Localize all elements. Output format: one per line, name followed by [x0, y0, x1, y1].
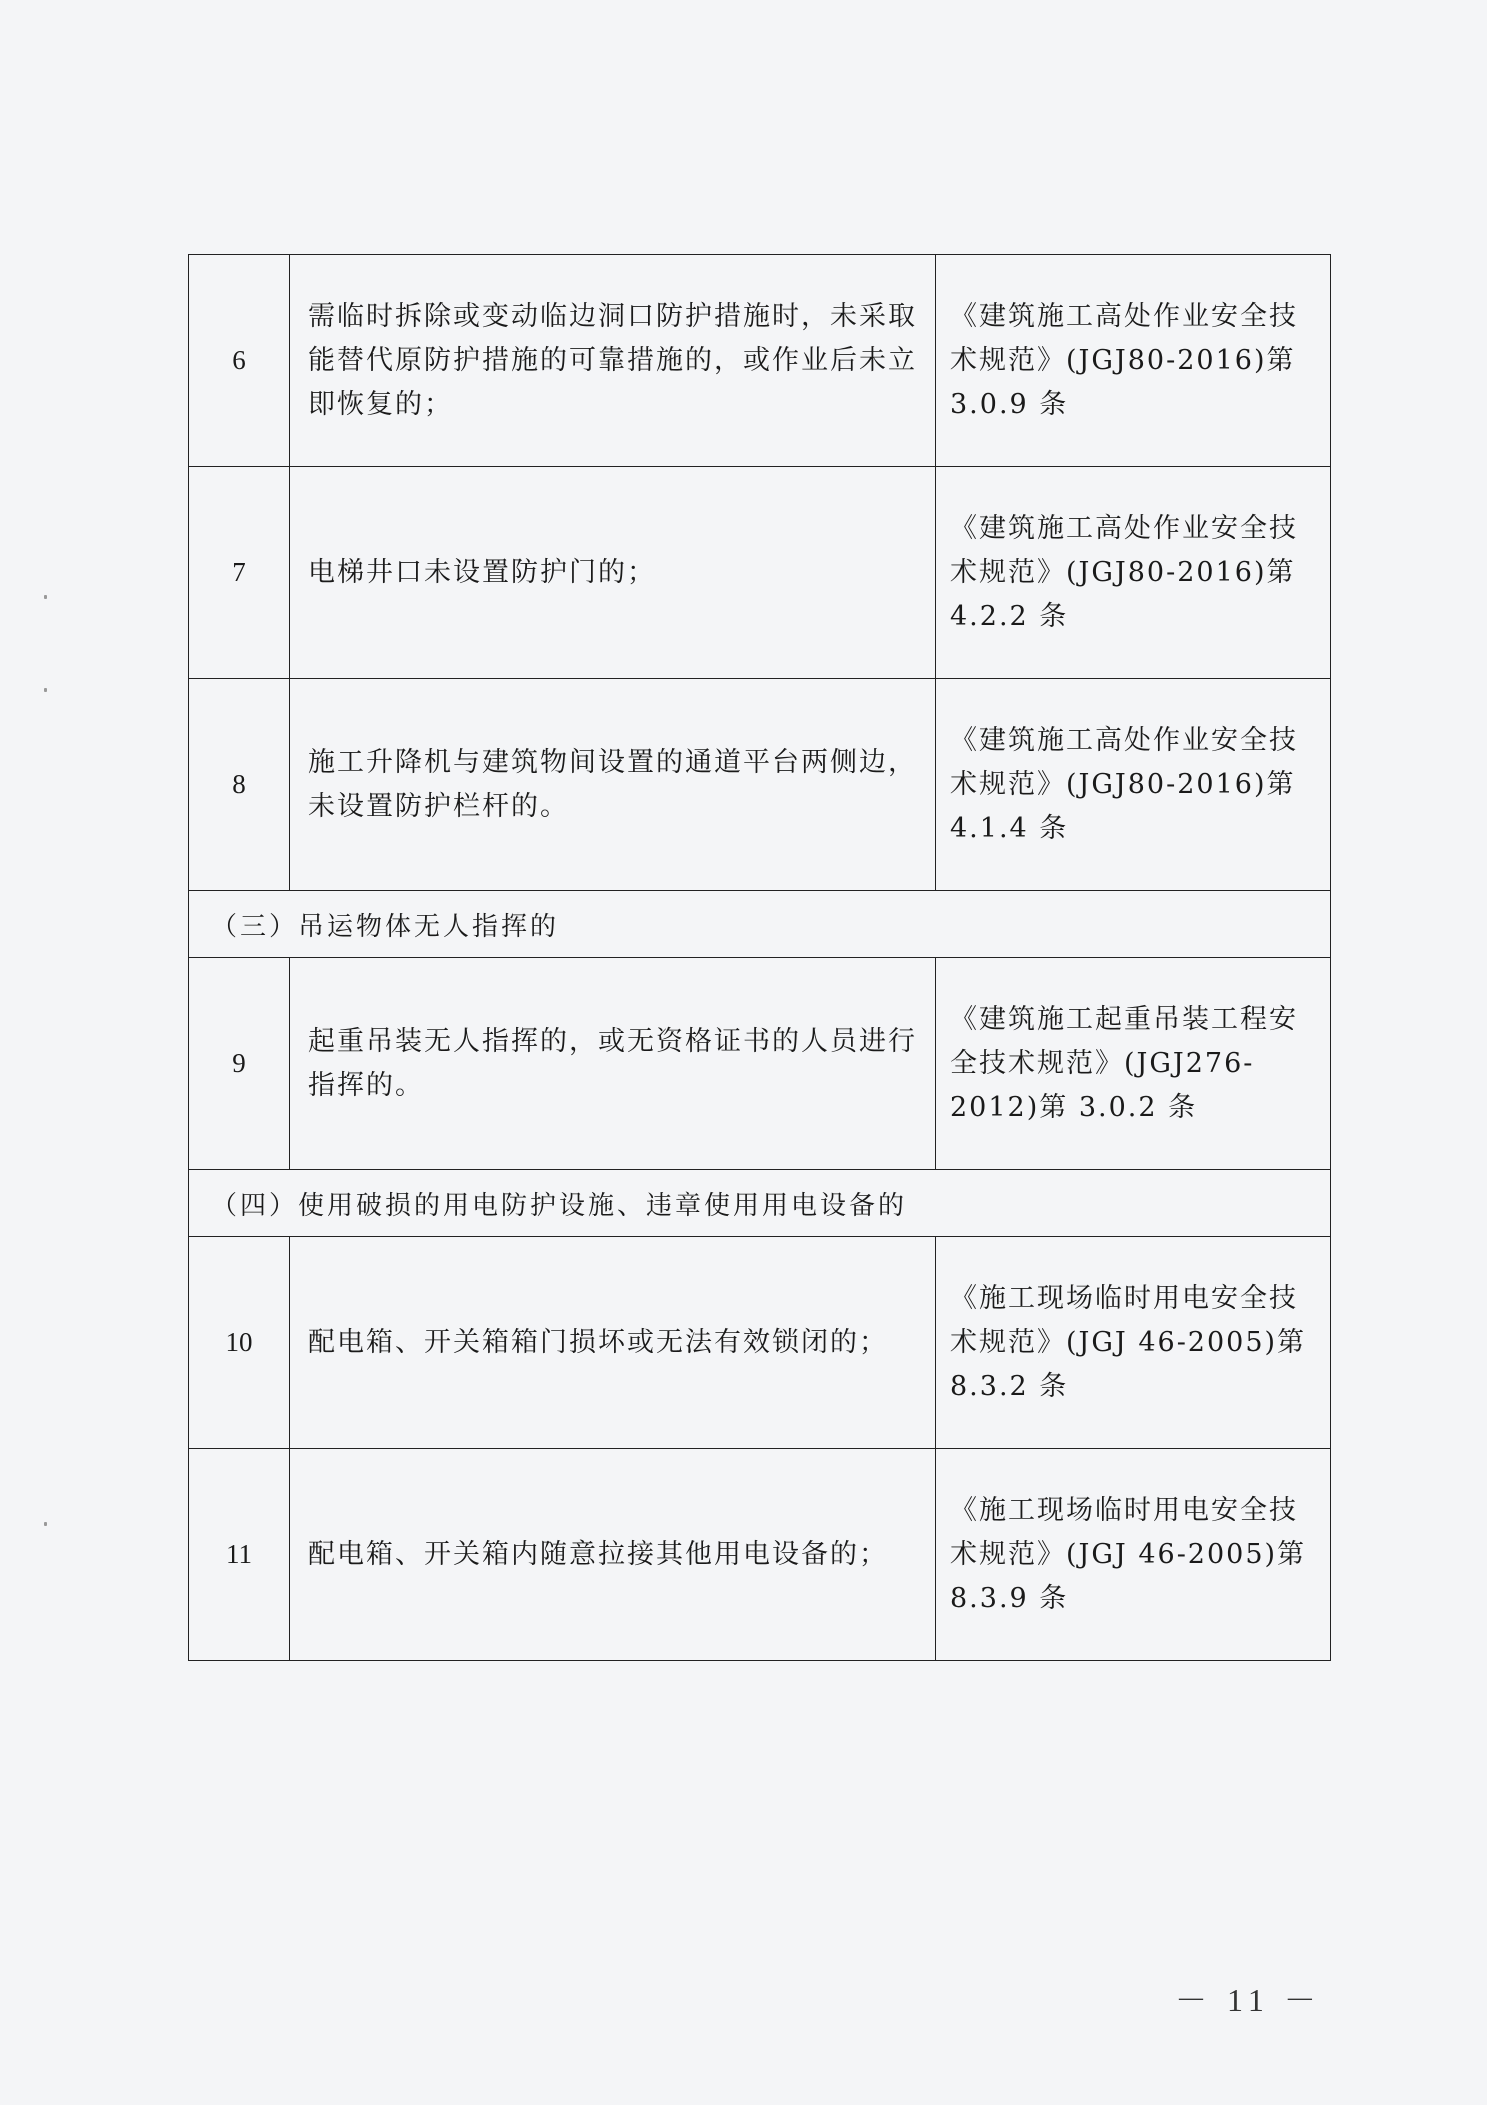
table-row [189, 958, 1331, 1170]
item-description: 配电箱、开关箱内随意拉接其他用电设备的； [290, 1449, 936, 1661]
item-description: 起重吊装无人指挥的，或无资格证书的人员进行指挥的。 [290, 958, 936, 1170]
item-description: 电梯井口未设置防护门的； [290, 467, 936, 679]
table-row [189, 679, 1331, 891]
item-number: 6 [189, 255, 290, 467]
section-header-row [189, 891, 1331, 958]
regulation-table [188, 254, 1331, 1661]
table-row [189, 1449, 1331, 1661]
item-description: 需临时拆除或变动临边洞口防护措施时，未采取能替代原防护措施的可靠措施的，或作业后未立即恢复的； [290, 255, 936, 467]
table-row [189, 255, 1331, 467]
table-row [189, 1237, 1331, 1449]
item-number: 8 [189, 679, 290, 891]
item-description: 配电箱、开关箱箱门损坏或无法有效锁闭的； [290, 1237, 936, 1449]
item-description: 施工升降机与建筑物间设置的通道平台两侧边，未设置防护栏杆的。 [290, 679, 936, 891]
item-number: 9 [189, 958, 290, 1170]
section-title: （四）使用破损的用电防护设施、违章使用用电设备的 [189, 1170, 1331, 1237]
item-number: 10 [189, 1237, 290, 1449]
item-number: 7 [189, 467, 290, 679]
item-reference: 《施工现场临时用电安全技术规范》(JGJ 46-2005)第 8.3.2 条 [936, 1237, 1331, 1449]
item-reference: 《建筑施工高处作业安全技术规范》(JGJ80-2016)第 4.1.4 条 [936, 679, 1331, 891]
item-reference: 《建筑施工起重吊装工程安全技术规范》(JGJ276-2012)第 3.0.2 条 [936, 958, 1331, 1170]
item-reference: 《建筑施工高处作业安全技术规范》(JGJ80-2016)第 4.2.2 条 [936, 467, 1331, 679]
section-header-row [189, 1170, 1331, 1237]
scan-speck [44, 1522, 47, 1526]
item-reference: 《施工现场临时用电安全技术规范》(JGJ 46-2005)第 8.3.9 条 [936, 1449, 1331, 1661]
item-reference: 《建筑施工高处作业安全技术规范》(JGJ80-2016)第 3.0.9 条 [936, 255, 1331, 467]
section-title: （三）吊运物体无人指挥的 [189, 891, 1331, 958]
scan-speck [44, 688, 47, 692]
table-row [189, 467, 1331, 679]
scan-speck [44, 595, 47, 599]
page-number: － 11 － [1175, 1982, 1322, 2018]
item-number: 11 [189, 1449, 290, 1661]
